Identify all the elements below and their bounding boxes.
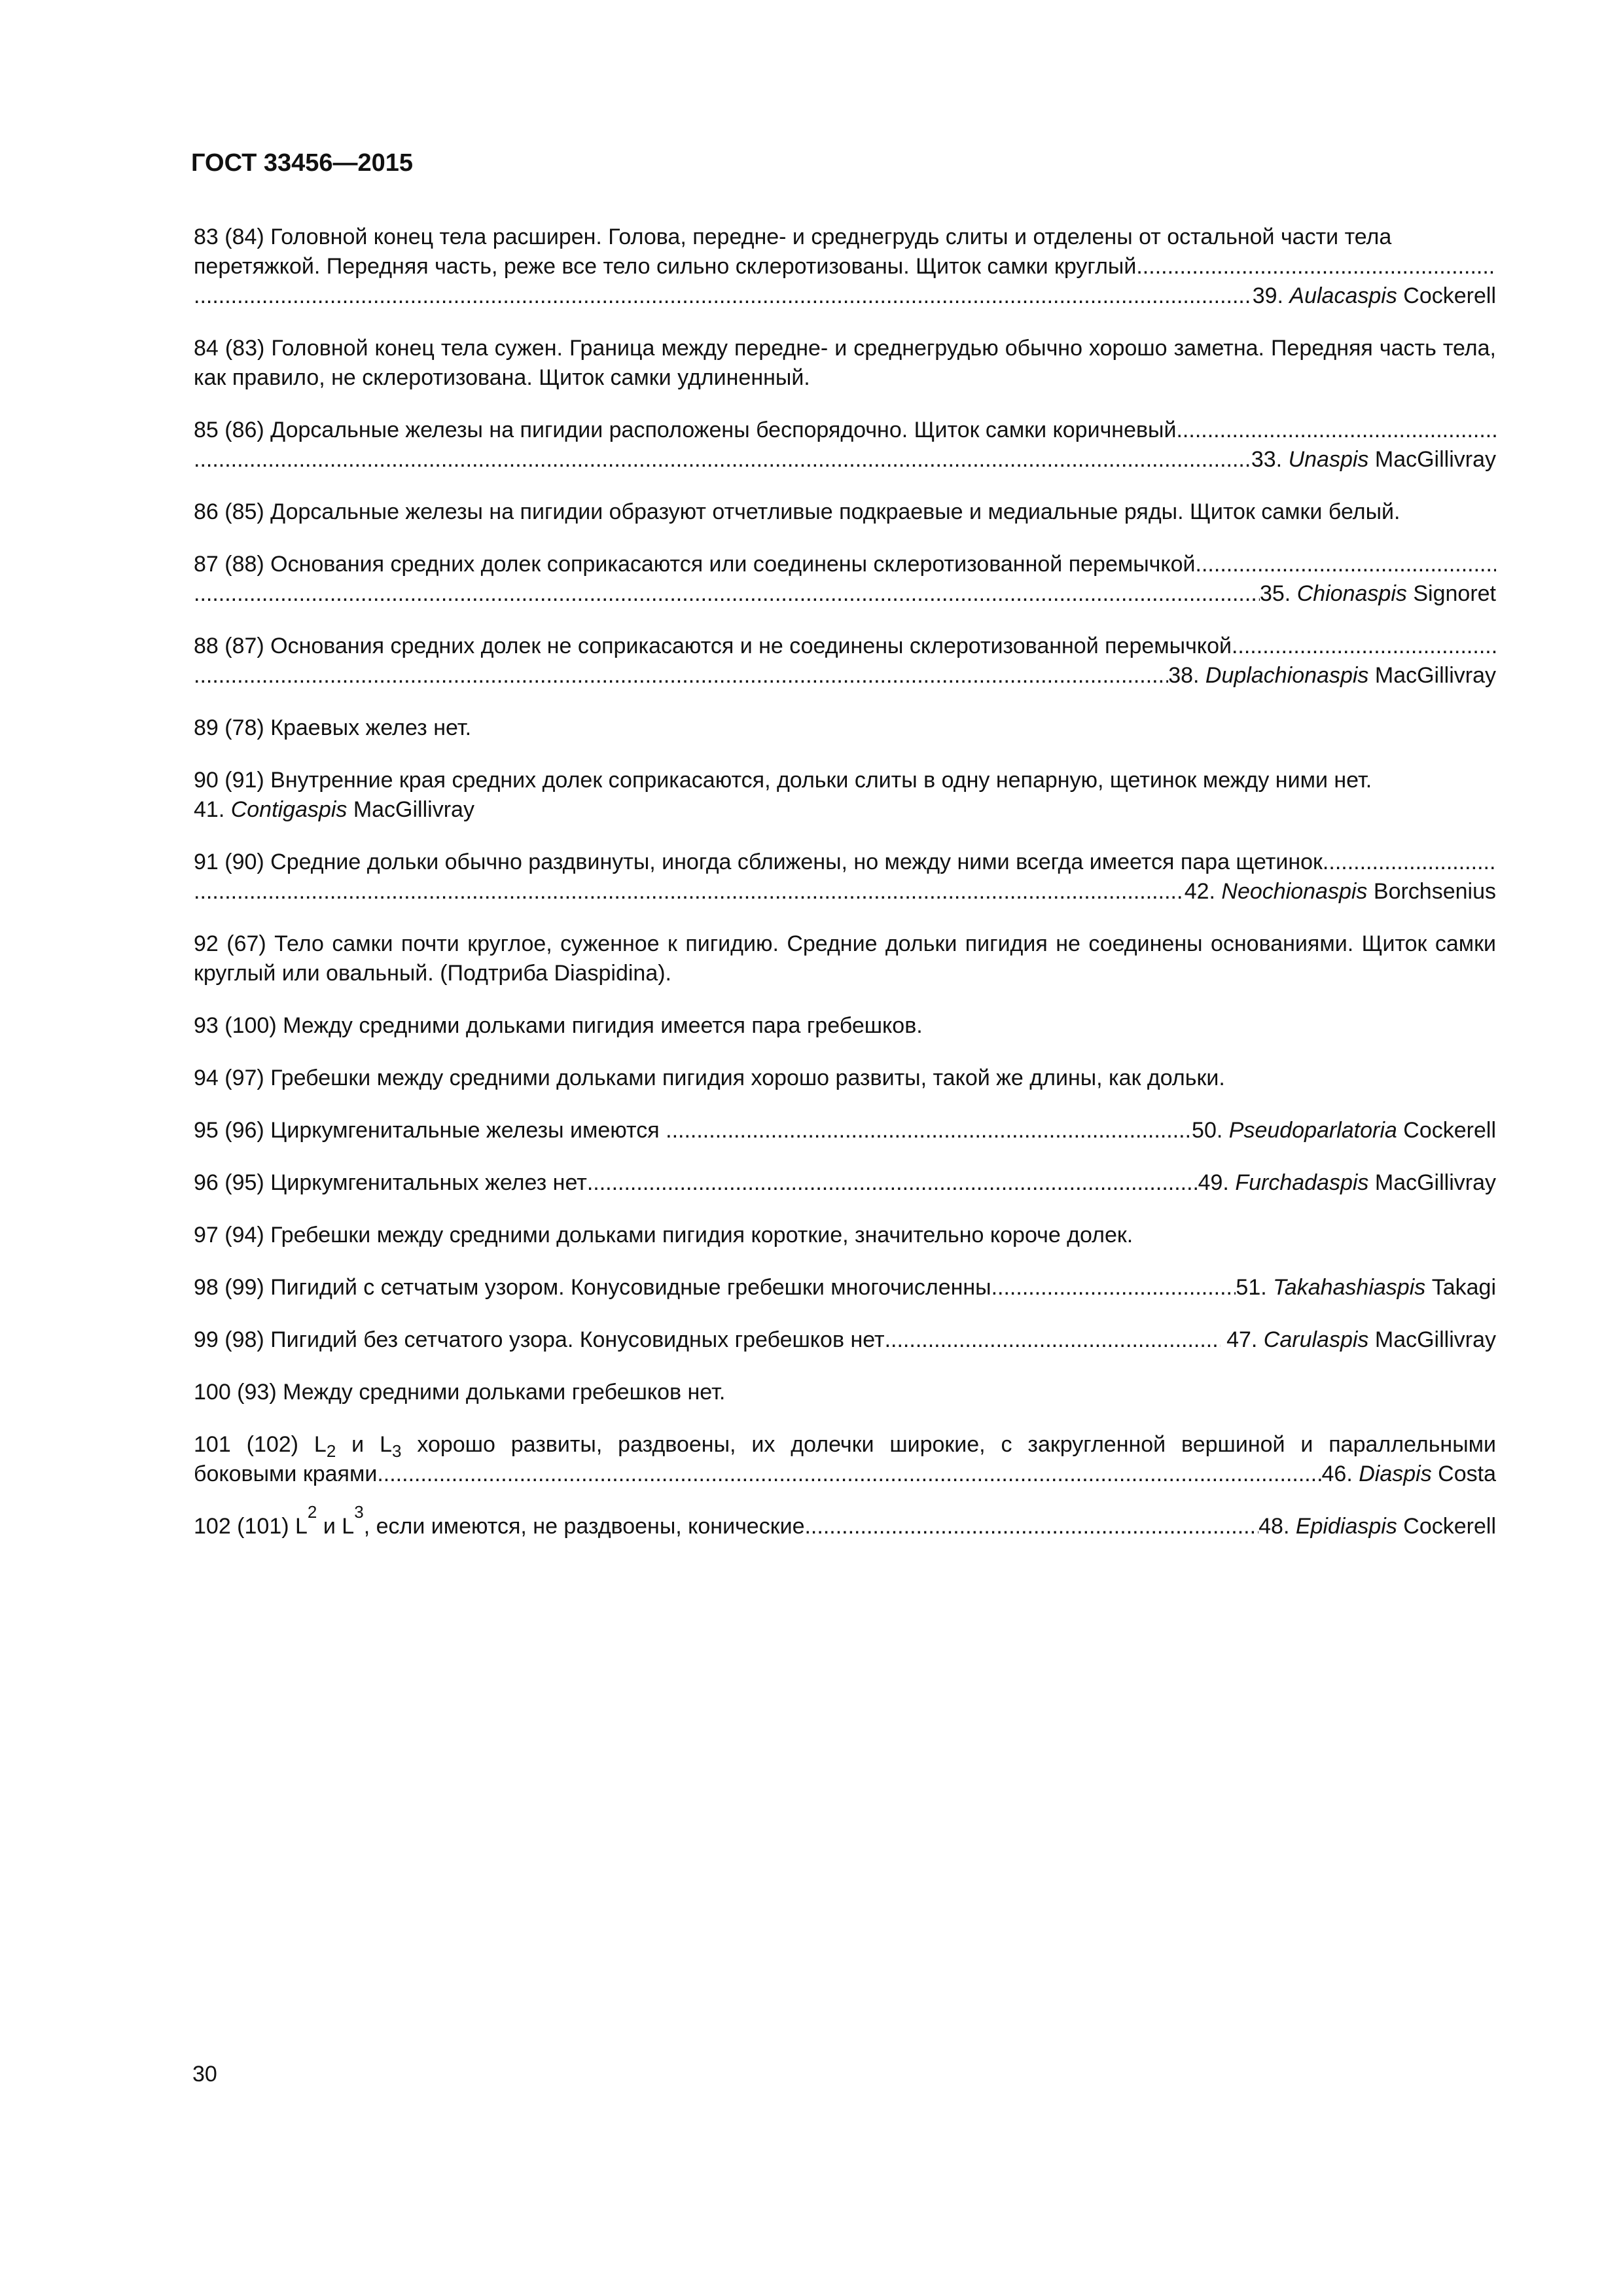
key-entry-86: 86 (85) Дорсальные железы на пигидии образуют отчетливые подкраевые и медиальные ряды. Щиток самки белый. — [194, 499, 1400, 524]
genus-name: Takahashiaspis — [1273, 1275, 1426, 1300]
key-entry-88 — [194, 632, 1496, 691]
result-ref: 46. — [1321, 1462, 1353, 1486]
genus-author: Takagi — [1431, 1275, 1496, 1300]
result-ref: 41. — [194, 797, 225, 822]
dot-leader — [194, 445, 1251, 475]
entry-result — [194, 877, 1496, 906]
dot-leader — [1323, 848, 1496, 877]
genus-author: Borchsenius — [1373, 879, 1496, 904]
entry-text: 98 (99) Пигидий с сетчатым узором. Конусовидные гребешки многочисленны — [194, 1275, 991, 1300]
key-entry-89: 89 (78) Краевых желез нет. — [194, 715, 472, 740]
entry-text: 99 (98) Пигидий без сетчатого узора. Конусовидных гребешков нет — [194, 1327, 885, 1352]
entry-result — [194, 1325, 1496, 1355]
key-entry-97: 97 (94) Гребешки между средними дольками пигидия короткие, значительно короче долек. — [194, 1223, 1133, 1247]
key-entry-95 — [194, 1116, 1496, 1145]
entry-text: 88 (87) Основания средних долек не соприкасаются и не соединены склеротизованной перемычкой — [194, 634, 1232, 658]
genus-author: Cockerell — [1403, 1118, 1496, 1143]
dot-leader — [1176, 416, 1496, 445]
entry-result — [194, 579, 1496, 609]
entry-text: , если имеются, не раздвоены, конические — [363, 1514, 805, 1539]
entry-number: 101 (102) — [194, 1432, 298, 1457]
entry-line — [194, 1430, 1496, 1460]
result-ref: 35. — [1259, 581, 1291, 606]
genus-name: Carulaspis — [1263, 1327, 1369, 1352]
key-entry-100: 100 (93) Между средними дольками гребешков нет. — [194, 1380, 726, 1405]
conjunction: и — [351, 1432, 365, 1457]
entry-text: хорошо развиты, раздвоены, их долечки широкие, с закругленной вершиной и параллельными — [417, 1432, 1496, 1457]
dot-leader — [194, 877, 1185, 906]
dot-leader — [1232, 632, 1496, 661]
key-entry-91 — [194, 848, 1496, 906]
genus-author: Cockerell — [1403, 1514, 1496, 1539]
genus-author: MacGillivray — [1374, 663, 1496, 688]
dot-leader — [194, 579, 1260, 609]
page-number: 30 — [192, 2062, 217, 2087]
result-ref: 50. — [1192, 1118, 1223, 1143]
dot-leader — [804, 1512, 1258, 1541]
genus-author: MacGillivray — [1374, 447, 1496, 472]
entry-result — [194, 281, 1496, 311]
dot-leader — [194, 661, 1168, 691]
entry-result — [194, 445, 1496, 475]
lobe-subscript: 3 — [354, 1502, 364, 1522]
entry-text: 85 (86) Дорсальные железы на пигидии расположены беспорядочно. Щиток самки коричневый — [194, 418, 1177, 442]
entry-result — [194, 1502, 1496, 1541]
key-entry-99 — [194, 1325, 1496, 1355]
key-entry-84: 84 (83) Головной конец тела сужен. Граница между передне- и среднегрудью обычно хорошо заметна. Передняя часть тела, как правило, не склеротизована. Щиток самки удлиненный. — [194, 336, 1496, 390]
lobe-symbol: L — [295, 1514, 308, 1539]
entry-text: боковыми краями — [194, 1462, 378, 1486]
lobe-subscript: 2 — [326, 1441, 336, 1461]
key-entry-94: 94 (97) Гребешки между средними дольками пигидия хорошо развиты, такой же длины, как дольки. — [194, 1066, 1225, 1090]
lobe-subscript: 2 — [307, 1502, 317, 1522]
key-entry-93: 93 (100) Между средними дольками пигидия имеется пара гребешков. — [194, 1013, 923, 1038]
lobe-symbol: L — [342, 1514, 355, 1539]
key-entry-101 — [194, 1430, 1496, 1489]
result-ref: 39. — [1252, 283, 1283, 308]
dot-leader — [991, 1273, 1236, 1302]
genus-author: MacGillivray — [1374, 1327, 1496, 1352]
genus-name: Unaspis — [1288, 447, 1369, 472]
genus-author: Signoret — [1413, 581, 1496, 606]
result-ref: 48. — [1258, 1514, 1290, 1539]
genus-name: Aulacaspis — [1289, 283, 1397, 308]
genus-name: Duplachionaspis — [1205, 663, 1369, 688]
dot-leader — [1196, 550, 1496, 579]
result-ref: 38. — [1168, 663, 1200, 688]
lobe-symbol: L — [380, 1432, 392, 1457]
dot-leader — [377, 1460, 1321, 1489]
entry-line-leader — [194, 416, 1496, 445]
entry-line: 83 (84) Головной конец тела расширен. Голова, передне- и среднегрудь слиты и отделены от остальной части тела — [194, 224, 1392, 249]
entry-result — [194, 1273, 1496, 1302]
genus-author: MacGillivray — [353, 797, 474, 822]
key-entry-90 — [194, 766, 1496, 825]
entry-line-leader — [194, 550, 1496, 579]
conjunction: и — [323, 1514, 336, 1539]
entry-result — [194, 1168, 1496, 1198]
genus-author: MacGillivray — [1374, 1170, 1496, 1195]
dot-leader — [885, 1325, 1221, 1355]
key-entry-83 — [194, 223, 1496, 311]
entry-result — [194, 1460, 1496, 1489]
entry-text: перетяжкой. Передняя часть, реже все тело сильно склеротизованы. Щиток самки круглый — [194, 254, 1137, 279]
entry-result — [194, 1116, 1496, 1145]
dot-leader — [1136, 252, 1496, 281]
genus-name: Neochionaspis — [1221, 879, 1368, 904]
genus-name: Epidiaspis — [1295, 1514, 1397, 1539]
dot-leader — [666, 1116, 1192, 1145]
dot-leader — [194, 281, 1253, 311]
entry-result — [194, 661, 1496, 691]
genus-name: Chionaspis — [1296, 581, 1407, 606]
entry-line-leader — [194, 252, 1496, 281]
result-ref: 33. — [1251, 447, 1283, 472]
lobe-symbol: L — [313, 1432, 327, 1457]
lobe-subscript: 3 — [391, 1441, 402, 1461]
key-entry-102 — [194, 1502, 1496, 1541]
result-ref: 47. — [1226, 1327, 1258, 1352]
entry-number: 102 (101) — [194, 1514, 289, 1539]
entry-result — [194, 795, 1496, 825]
genus-author: Costa — [1438, 1462, 1496, 1486]
identification-key — [194, 223, 1496, 1564]
genus-author: Cockerell — [1403, 283, 1496, 308]
entry-line-leader — [194, 848, 1496, 877]
key-entry-92: 92 (67) Тело самки почти круглое, суженное к пигидию. Средние дольки пигидия не соединены основаниями. Щиток самки круглый или овальный. (Подтриба Diaspidina). — [194, 931, 1496, 986]
dot-leader — [587, 1168, 1198, 1198]
entry-text: 87 (88) Основания средних долек соприкасаются или соединены склеротизованной перемычкой — [194, 552, 1196, 577]
entry-line-leader — [194, 632, 1496, 661]
key-entry-96 — [194, 1168, 1496, 1198]
entry-text: 96 (95) Циркумгенитальных желез нет — [194, 1170, 587, 1195]
document-header: ГОСТ 33456—2015 — [191, 149, 414, 177]
key-entry-98 — [194, 1273, 1496, 1302]
result-ref: 49. — [1198, 1170, 1229, 1195]
genus-name: Contigaspis — [230, 797, 348, 822]
entry-text: 95 (96) Циркумгенитальные железы имеются — [194, 1118, 660, 1143]
genus-name: Pseudoparlatoria — [1228, 1118, 1397, 1143]
entry-line: 90 (91) Внутренние края средних долек соприкасаются, дольки слиты в одну непарную, щетинок между ними нет. — [194, 768, 1372, 793]
genus-name: Diaspis — [1359, 1462, 1432, 1486]
key-entry-87 — [194, 550, 1496, 609]
entry-text: 91 (90) Средние дольки обычно раздвинуты, иногда сближены, но между ними всегда имеется пара щетинок — [194, 850, 1323, 874]
result-ref: 42. — [1184, 879, 1215, 904]
key-entry-85 — [194, 416, 1496, 475]
result-ref: 51. — [1236, 1275, 1267, 1300]
genus-name: Furchadaspis — [1235, 1170, 1369, 1195]
